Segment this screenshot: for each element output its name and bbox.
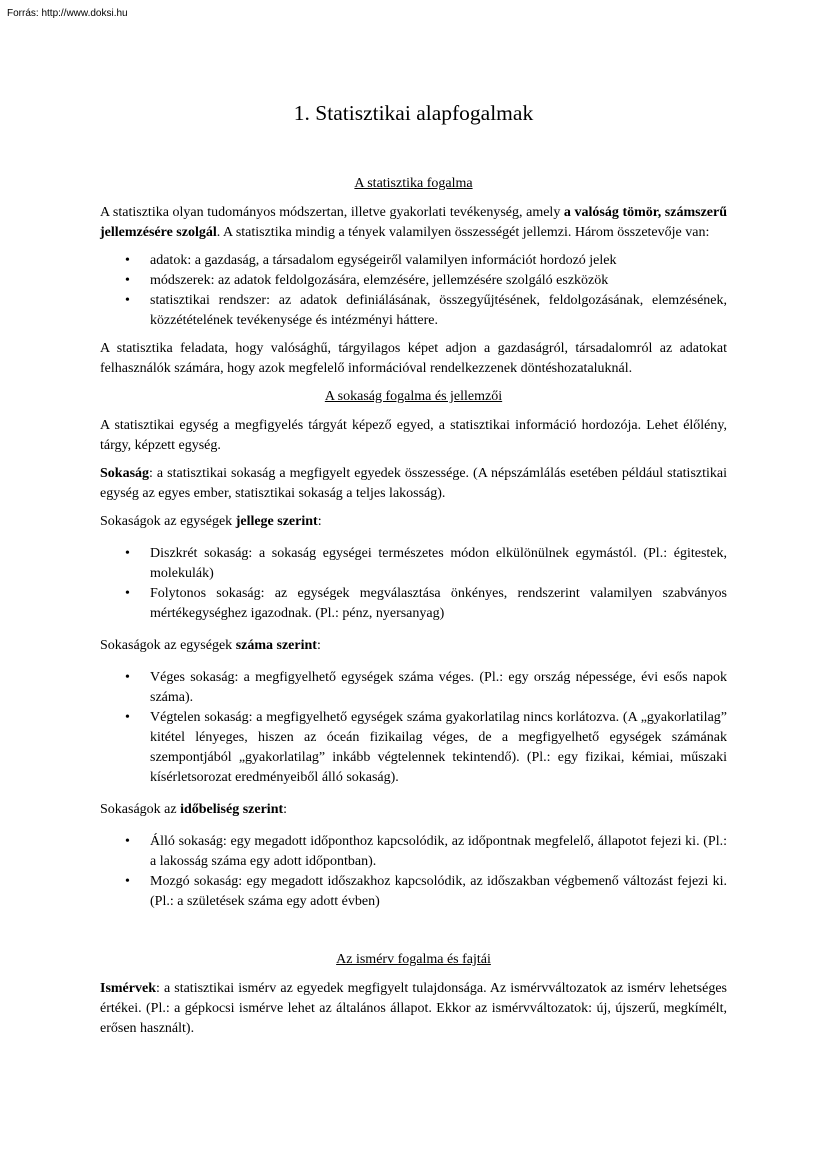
paragraph: Ismérvek: a statisztikai ismérv az egyedek megfigyelt tulajdonsága. Az ismérvváltozatok az ismérv lehetséges értékei. (Pl.: a gépkocsi ismérve lehet az általános állapot. Ekkor az ismérvváltozatok: új, újszerű, megkímélt, erősen használt). bbox=[100, 981, 727, 1036]
list-item: • módszerek: az adatok feldolgozására, elemzésére, jellemzésére szolgáló eszközök bbox=[150, 271, 727, 291]
group-label: Sokaságok az egységek jellege szerint: bbox=[100, 514, 322, 529]
group-label: Sokaságok az időbeliség szerint: bbox=[100, 802, 288, 817]
list-item: • Folytonos sokaság: az egységek megválasztása önkényes, rendszerint valamilyen szabványos mértékegységhez igazodnak. (Pl.: pénz, nyersanyag) bbox=[150, 584, 727, 624]
page-title: 1. Statisztikai alapfogalmak bbox=[293, 101, 534, 125]
bullet-list bbox=[100, 251, 727, 331]
list-item: • Álló sokaság: egy megadott időponthoz kapcsolódik, az időpontnak megfelelő, állapotot fejezi ki. (Pl.: a lakosság száma egy adott időpontban). bbox=[150, 832, 727, 872]
section-heading-population: A sokaság fogalma és jellemzői bbox=[324, 389, 503, 404]
group-label: Sokaságok az egységek száma szerint: bbox=[100, 638, 321, 653]
section-heading-statistics: A statisztika fogalma bbox=[354, 176, 473, 191]
source-note: Forrás: http://www.doksi.hu bbox=[7, 8, 128, 19]
paragraph: Sokaság: a statisztikai sokaság a megfigyelt egyedek összessége. (A népszámlálás esetében például statisztikai egység az egyes ember, statisztikai sokaság a teljes lakosság). bbox=[100, 466, 727, 501]
paragraph: A statisztika olyan tudományos módszertan, illetve gyakorlati tevékenység, amely a valóság tömör, számszerű jellemzésére szolgál. A statisztika mindig a tények valamilyen összességét jellemzi. Három összetevője van: bbox=[100, 205, 728, 240]
bullet-list bbox=[100, 668, 727, 788]
paragraph: A statisztikai egység a megfigyelés tárgyát képező egyed, a statisztikai információ hordozója. Lehet élőlény, tárgy, képzett egység. bbox=[100, 418, 727, 453]
list-item: • Diszkrét sokaság: a sokaság egységei természetes módon elkülönülnek egymástól. (Pl.: égitestek, molekulák) bbox=[150, 544, 727, 584]
bullet-list bbox=[100, 832, 727, 912]
document-page bbox=[100, 100, 727, 1047]
list-item: • statisztikai rendszer: az adatok definiálásának, összegyűjtésének, feldolgozásának, elemzésének, közzétételének tevékenysége és intézményi háttere. bbox=[150, 291, 727, 331]
paragraph: A statisztika feladata, hogy valósághű, tárgyilagos képet adjon a gazdaságról, társadalomról az adatokat felhasználók számára, hogy azok megfelelő információval rendelkezzenek döntéshozataluknál. bbox=[100, 341, 727, 376]
section-heading-attribute: Az ismérv fogalma és fajtái bbox=[336, 952, 491, 967]
list-item: • Véges sokaság: a megfigyelhető egységek száma véges. (Pl.: egy ország népessége, évi esős napok száma). bbox=[150, 668, 727, 708]
bullet-list bbox=[100, 544, 727, 624]
list-item: • adatok: a gazdaság, a társadalom egységeiről valamilyen információt hordozó jelek bbox=[150, 251, 727, 271]
list-item: • Mozgó sokaság: egy megadott időszakhoz kapcsolódik, az időszakban végbemenő változást fejezi ki. (Pl.: a születések száma egy adott évben) bbox=[150, 872, 727, 912]
list-item: • Végtelen sokaság: a megfigyelhető egységek száma gyakorlatilag nincs korlátozva. (A „gyakorlatilag” kitétel lényeges, hiszen az óceán fizikailag véges, de a megfigyelhető egységek számának szempontjából „gyakorlatilag” inkább végtelennek tekintendő). (Pl.: egy fizikai, kémiai, műszaki kísérletsorozat eredményeiből álló sokaság). bbox=[150, 708, 727, 788]
